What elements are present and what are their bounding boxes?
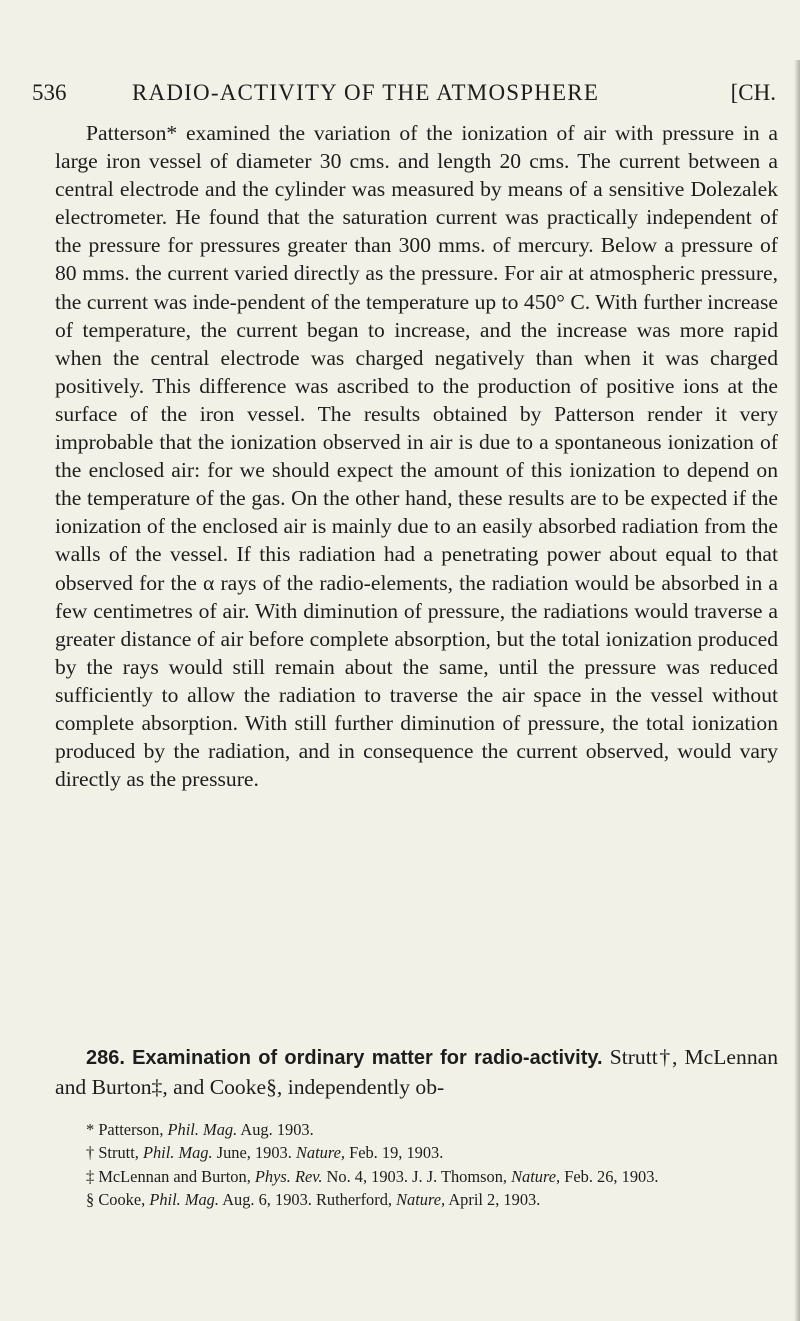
footnote-journal-2: Nature, — [396, 1190, 446, 1210]
running-title: RADIO-ACTIVITY OF THE ATMOSPHERE — [132, 80, 600, 105]
footnote-journal: Phil. Mag. — [149, 1190, 219, 1210]
footnote-details-2: April 2, 1903. — [448, 1190, 541, 1210]
footnote-details: No. 4, 1903. J. J. Thomson, — [326, 1166, 507, 1186]
paragraph-patterson: Patterson* examined the variation of the ionization of air with pressure in a large iron vessel of diameter 30 cms. and length 20 cms. The current between a central electrode and the cylinder was measured by means of a sensitive Dolezalek electrometer. He found that the saturation current was practically independent of the pressure for pressures greater than 300 mms. of mercury. Below a pressure of 80 mms. the current varied directly as the pressure. For air at atmospheric pressure, the current was inde-pendent of the temperature up to 450° C. With further increase of temperature, the current began to increase, and the increase was more rapid when the central electrode was charged negatively than when it was charged positively. This difference was ascribed to the production of positive ions at the surface of the iron vessel. The results obtained by Patterson render it very improbable that the ionization observed in air is due to a spontaneous ionization of the enclosed air: for we should expect the amount of this ionization to depend on the temperature of the gas. On the other hand, these results are to be expected if the ionization of the enclosed air is mainly due to an easily absorbed radiation from the walls of the vessel. If this radiation had a penetrating power about equal to that observed for the α rays of the radio-elements, the radiation would be absorbed in a few centimetres of air. With diminution of pressure, the radiations would traverse a greater distance of air before complete absorption, but the total ionization produced by the rays would still remain about the same, until the pressure was reduced sufficiently to allow the radiation to traverse the air space in the vessel without complete absorption. With still further diminution of pressure, the total ionization produced by the radiation, and in consequence the current observed, would vary directly as the pressure. — [55, 121, 778, 792]
footnote — [55, 1141, 778, 1164]
chapter-marker: [CH. — [730, 80, 776, 105]
footnote — [55, 1188, 778, 1211]
footnote-author: Strutt, — [98, 1143, 139, 1163]
footnote-mark: † — [86, 1143, 95, 1163]
footnote-author: McLennan and Burton, — [98, 1166, 251, 1186]
footnote-mark: § — [86, 1190, 95, 1210]
footnote-journal-2: Nature, — [295, 1143, 345, 1163]
footnote-journal: Phys. Rev. — [254, 1166, 323, 1186]
running-head — [32, 80, 778, 112]
footnote — [55, 1118, 778, 1141]
section-286 — [55, 1043, 778, 1102]
footnote-details: Aug. 1903. — [240, 1120, 314, 1139]
footnote-details: Aug. 6, 1903. Rutherford, — [222, 1190, 392, 1210]
footnotes — [55, 1118, 778, 1212]
section-number: 286. — [86, 1047, 125, 1069]
footnote-journal-2: Nature, — [511, 1166, 561, 1186]
footnote-mark: ‡ — [86, 1166, 95, 1186]
footnote-author: Patterson, — [98, 1120, 164, 1139]
section-title: Examination of ordinary matter for radio-activity. — [132, 1047, 603, 1069]
footnote-author: Cooke, — [98, 1190, 146, 1210]
section-text: Strutt†, McLennan and Burton‡, and Cooke§, independently ob- — [55, 1045, 778, 1099]
page-edge-shadow — [794, 60, 800, 1321]
footnote-journal: Phil. Mag. — [142, 1143, 213, 1163]
body-text — [55, 119, 778, 793]
footnote — [55, 1165, 778, 1188]
page-number: 536 — [32, 80, 67, 105]
footnote-details-2: Feb. 26, 1903. — [564, 1166, 659, 1186]
footnote-details: June, 1903. — [216, 1143, 292, 1163]
footnote-details-2: Feb. 19, 1903. — [349, 1143, 444, 1163]
footnote-mark: * — [86, 1120, 95, 1139]
footnote-journal: Phil. Mag. — [167, 1120, 238, 1139]
